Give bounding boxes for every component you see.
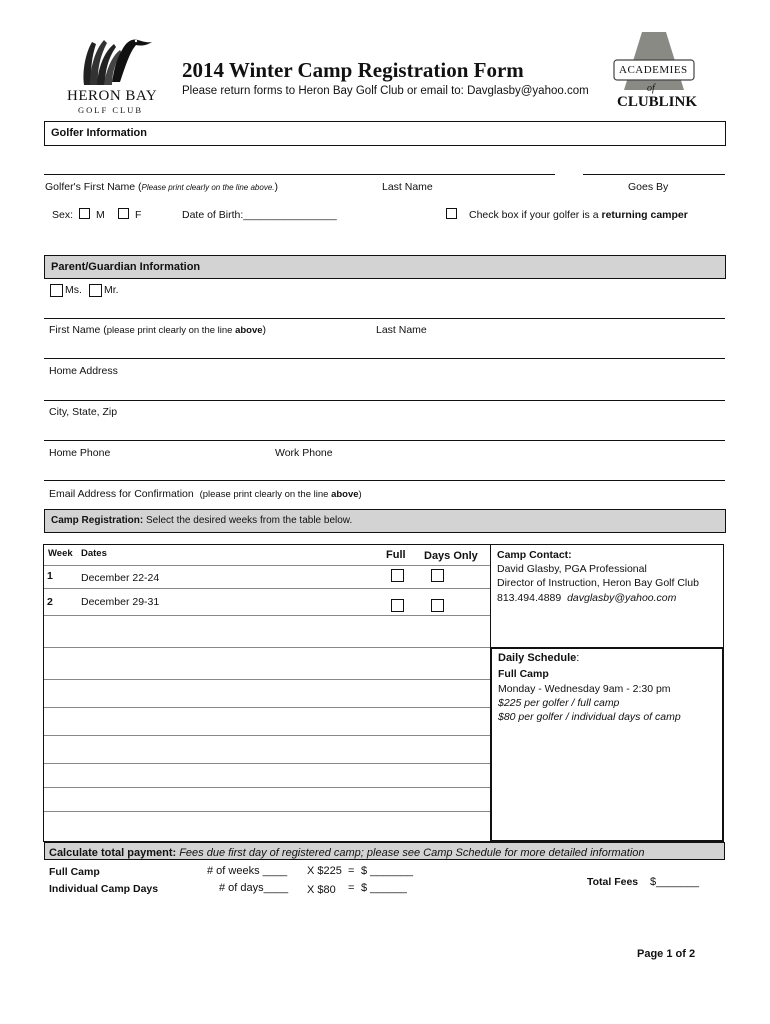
golfer-name-line[interactable] [44,174,555,175]
email-line[interactable] [44,480,725,481]
row2-days-checkbox[interactable] [431,599,444,612]
payment-full-result[interactable]: $ _______ [361,865,413,877]
payment-weeks-label[interactable]: # of weeks ____ [207,865,288,877]
payment-title [49,847,645,859]
camp-contact-box [490,544,724,649]
schedule-title-text: Daily Schedule [498,652,577,664]
contact-role: Director of Instruction, Heron Bay Golf Club [497,577,699,589]
row2-full-checkbox[interactable] [391,599,404,612]
parent-first-name-hint: please print clearly on the line [106,325,236,336]
camp-section-text: Select the desired weeks from the table below. [143,515,353,526]
email-bold: above [331,489,359,500]
city-line[interactable] [44,400,725,401]
camp-table [43,544,491,842]
payment-full-eq: = [348,865,355,877]
ms-label: Ms. [65,284,82,296]
schedule-sub: Full Camp [498,668,549,680]
goes-by-label: Goes By [628,181,669,193]
mr-checkbox[interactable] [89,284,102,297]
camp-section-header [44,509,726,533]
academies-logo-line2: of [647,83,655,94]
payment-header [44,842,725,860]
parent-last-name-label: Last Name [376,324,427,336]
form-title: 2014 Winter Camp Registration Form [182,58,524,82]
returning-camper-label [469,209,688,221]
work-phone-label: Work Phone [275,447,333,459]
sex-m-checkbox[interactable] [79,208,90,219]
schedule-title-colon: : [576,652,580,664]
home-address-label: Home Address [49,365,118,377]
sex-f-label: F [135,209,142,221]
row1-full-checkbox[interactable] [391,569,404,582]
dob-text: Date of Birth: [182,209,244,221]
parent-first-name-prefix: First Name ( [49,324,107,336]
academies-logo-line1: ACADEMIES [619,64,688,76]
returning-prefix: Check box if your golfer is a [469,209,602,221]
home-phone-label: Home Phone [49,447,111,459]
parent-section-title: Parent/Guardian Information [51,261,201,273]
row1-dates: December 22-24 [81,572,160,584]
golfer-last-name-label: Last Name [382,181,433,193]
schedule-price-days: $80 per golfer / individual days of camp [498,711,681,723]
total-fees-label: Total Fees [587,876,639,888]
academies-clublink-logo [612,28,696,114]
form-subtitle: Please return forms to Heron Bay Golf Club or email to: Davglasby@yahoo.com [182,85,589,97]
daily-schedule-box [490,647,724,842]
payment-days-label[interactable]: # of days____ [219,882,289,894]
row2-week: 2 [47,596,53,608]
email-label [49,488,362,500]
camp-section-bold: Camp Registration: [51,515,144,526]
payment-title-bold: Calculate total payment: [49,847,177,859]
heron-bird-icon [62,30,157,88]
col-full: Full [386,549,406,561]
dob-input-blank[interactable]: ________________ [243,209,337,221]
payment-full-label: Full Camp [49,866,100,878]
payment-days-eq: = [348,882,355,894]
row1-days-checkbox[interactable] [431,569,444,582]
goes-by-line[interactable] [583,174,725,175]
heron-bay-logo-line1: HERON BAY [67,88,158,104]
ms-checkbox[interactable] [50,284,63,297]
col-days-only: Days Only [424,550,478,562]
payment-title-note: Fees due first day of registered camp; please see Camp Schedule for more detailed information [176,847,645,859]
row1-week: 1 [47,570,53,582]
parent-first-name-close: ) [262,324,267,336]
golfer-first-name-close: ) [274,181,278,193]
email-hint: (please print clearly on the line [199,489,332,500]
total-fees-blank[interactable]: $_______ [650,876,699,888]
contact-phone: 813.494.4889 [497,592,562,604]
payment-days-left-label: Individual Camp Days [49,883,159,895]
payment-days-mult: X $80 [307,884,336,896]
city-state-zip-label: City, State, Zip [49,406,118,418]
schedule-hours: Monday - Wednesday 9am - 2:30 pm [498,683,671,695]
parent-name-line[interactable] [44,318,725,319]
page-number: Page 1 of 2 [637,948,696,960]
email-prefix: Email Address for Confirmation [49,488,194,500]
home-address-line[interactable] [44,358,725,359]
col-dates: Dates [81,548,107,559]
payment-days-result[interactable]: $ ______ [361,882,407,894]
parent-section-header [44,255,726,279]
golfer-first-name-text: Golfer's First Name ( [45,181,142,193]
email-close: ) [358,489,362,500]
mr-label: Mr. [104,284,119,296]
sex-f-checkbox[interactable] [118,208,129,219]
phone-line[interactable] [44,440,725,441]
academies-logo-line3: CLUBLINK [617,94,698,110]
golfer-section-header [44,121,726,146]
camp-section-title [51,515,352,526]
golfer-section-title: Golfer Information [51,127,147,139]
dob-label [182,209,337,221]
payment-full-mult: X $225 [307,865,342,877]
returning-camper-checkbox[interactable] [446,208,457,219]
sex-label: Sex: [52,209,74,221]
col-week: Week [48,548,73,559]
parent-first-name-bold: above [235,325,263,336]
returning-bold: returning camper [601,209,688,221]
golfer-first-name-label [45,181,278,193]
contact-phone-email [497,592,676,604]
parent-first-name-label [49,324,266,336]
row2-dates: December 29-31 [81,596,160,608]
heron-bay-logo-line2: GOLF CLUB [78,105,143,115]
heron-bay-logo [62,30,157,115]
contact-name: David Glasby, PGA Professional [497,563,647,575]
sex-m-label: M [96,209,105,221]
contact-email[interactable]: davglasby@yahoo.com [567,592,677,604]
golfer-first-name-hint: Please print clearly on the line above. [141,183,275,192]
schedule-title [498,652,579,664]
contact-title: Camp Contact: [497,549,572,561]
schedule-price-full: $225 per golfer / full camp [498,697,620,709]
